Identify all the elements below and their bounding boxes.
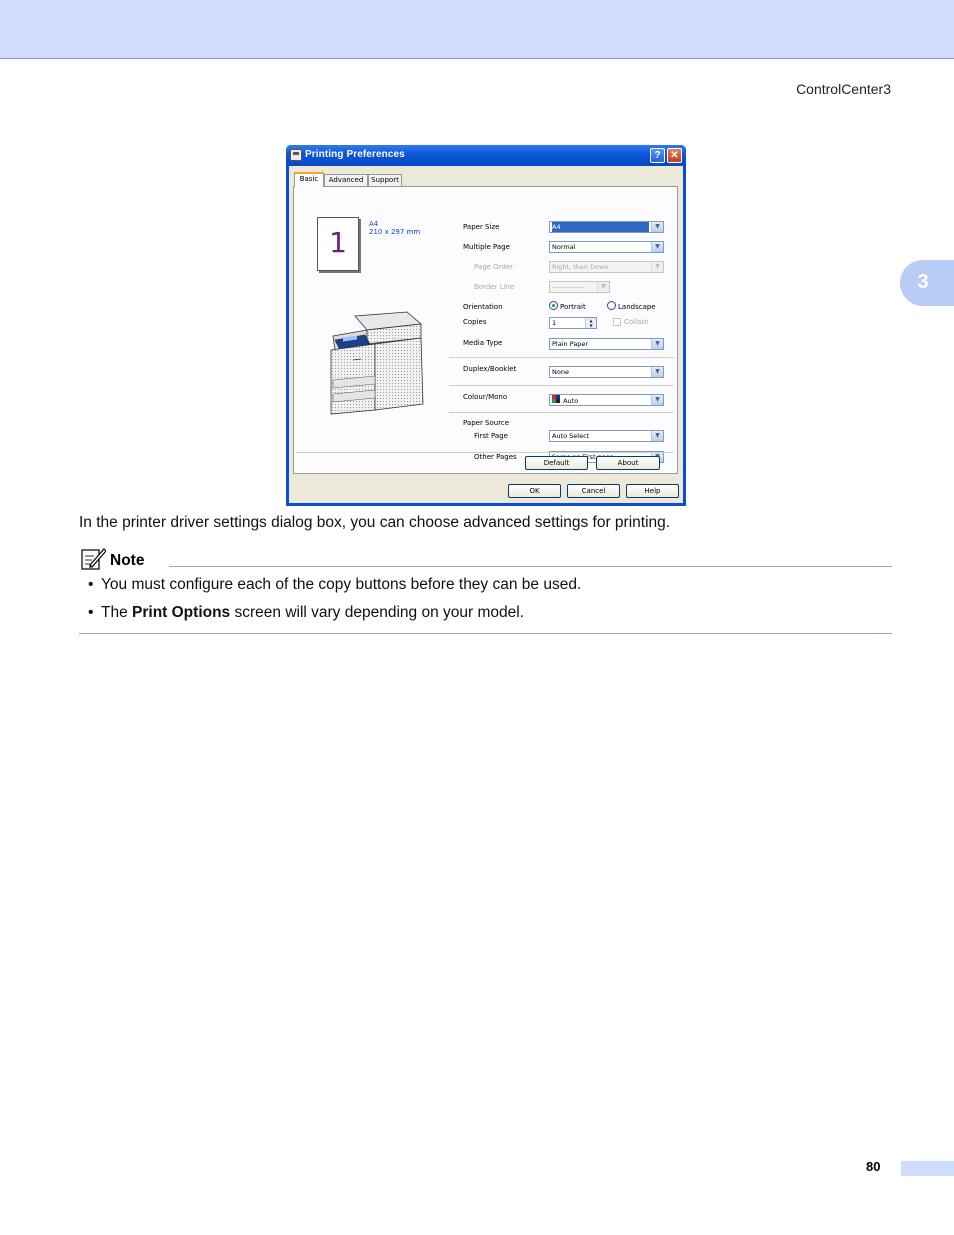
tab-support[interactable]: Support [368,174,402,186]
tab-advanced[interactable]: Advanced [324,174,368,186]
multiple-page-select[interactable] [549,241,664,253]
note-item-text: You must configure each of the copy buttons before they can be used. [101,576,582,593]
note-item [88,604,524,622]
intro-paragraph: In the printer driver settings dialog box, you can choose advanced settings for printing. [79,514,671,531]
colour-icon [552,395,561,404]
page-number: 80 [866,1159,881,1174]
media-type-select[interactable] [549,338,664,350]
multiple-page-value: Normal [552,243,576,251]
printer-icon [290,149,302,161]
page-order-value: Right, then Down [552,263,609,271]
first-page-select[interactable] [549,430,664,442]
cancel-button[interactable]: Cancel [567,484,620,498]
portrait-radio[interactable] [549,301,558,310]
other-pages-label: Other Pages [474,453,517,461]
dialog-client-area [289,166,683,503]
help-button[interactable]: Help [626,484,679,498]
copies-value: 1 [552,319,557,327]
landscape-label: Landscape [618,303,656,311]
help-title-button[interactable]: ? [650,148,665,163]
bullet-icon: • [88,604,94,621]
printer-illustration [325,310,429,416]
panel-divider [296,452,674,453]
colour-mono-value: Auto [563,397,579,405]
preview-size-label [369,220,420,236]
page-order-label: Page Order [474,263,514,271]
landscape-radio[interactable] [607,301,616,310]
border-line-select[interactable] [549,281,610,293]
first-page-label: First Page [474,432,508,440]
chevron-down-icon: ▼ [651,367,663,377]
multiple-page-label: Multiple Page [463,243,510,251]
paper-size-select[interactable] [549,221,664,233]
about-button[interactable]: About [596,456,660,470]
basic-tab-panel [293,186,678,474]
chapter-number: 3 [917,271,929,293]
preview-size-name: A4 [369,220,379,228]
preview-page-number: 1 [329,226,347,259]
note-header [80,546,892,570]
chapter-tab [900,260,954,306]
collate-label: Collate [624,318,649,326]
orientation-label: Orientation [463,303,503,311]
note-item [88,576,581,594]
print-options-term: Print Options [132,604,231,621]
copies-label: Copies [463,318,487,326]
bullet-icon: • [88,576,94,593]
note-title: Note [110,552,145,569]
note-item-prefix: The [101,604,133,621]
media-type-value: Plain Paper [552,340,589,348]
duplex-label: Duplex/Booklet [463,365,517,373]
colour-mono-label: Colour/Mono [463,393,508,401]
spinner-arrows-icon[interactable]: ▲ ▼ [585,318,596,328]
page-preview [317,217,359,271]
paper-source-label: Paper Source [463,419,510,427]
border-line-value: ————— [552,283,585,291]
page-number-bar [901,1161,954,1176]
chevron-down-icon: ▼ [597,282,609,292]
collate-checkbox[interactable] [613,318,621,326]
border-line-label: Border Line [474,283,515,291]
dialog-title-bar [286,145,686,166]
duplex-value: None [552,368,569,376]
header-band [0,0,954,59]
settings-area [297,190,674,449]
paper-size-value: A4 [552,222,649,232]
running-head: ControlCenter3 [796,81,891,97]
colour-mono-select[interactable] [549,394,664,406]
chevron-down-icon: ▼ [651,222,663,232]
printing-preferences-dialog [286,145,686,506]
note-item-suffix: screen will vary depending on your model. [230,604,524,621]
paper-size-label: Paper Size [463,223,500,231]
media-type-label: Media Type [463,339,503,347]
first-page-value: Auto Select [552,432,590,440]
divider [449,412,674,413]
default-button[interactable]: Default [525,456,588,470]
chevron-down-icon: ▼ [651,395,663,405]
page-order-select[interactable] [549,261,664,273]
portrait-label: Portrait [560,303,586,311]
preview-size-dims: 210 x 297 mm [369,228,421,236]
chevron-down-icon: ▼ [651,339,663,349]
copies-spinner[interactable] [549,317,597,329]
note-pencil-icon [80,546,106,570]
chevron-down-icon: ▼ [651,242,663,252]
close-button[interactable]: ✕ [667,148,682,163]
note-bottom-rule [79,633,892,634]
dialog-title: Printing Preferences [305,149,405,160]
note-rule [169,566,892,567]
chevron-down-icon: ▼ [651,262,663,272]
divider [449,385,674,386]
chevron-down-icon: ▼ [651,431,663,441]
divider [449,357,674,358]
tab-basic[interactable]: Basic [294,172,324,187]
ok-button[interactable]: OK [508,484,561,498]
duplex-select[interactable] [549,366,664,378]
other-pages-value: First [581,453,596,461]
